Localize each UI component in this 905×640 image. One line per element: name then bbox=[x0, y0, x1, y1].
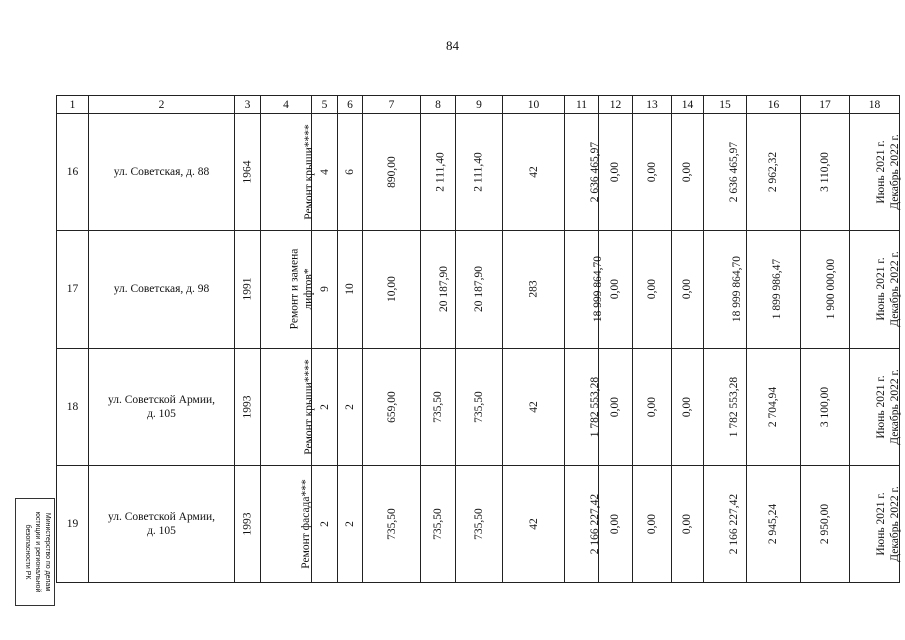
row-number: 17 bbox=[57, 231, 89, 348]
cell: 0,00 bbox=[599, 231, 633, 348]
cell: 735,50 bbox=[421, 348, 456, 465]
cell: 735,50 bbox=[363, 465, 421, 582]
year-cell: 1991 bbox=[235, 231, 261, 348]
col-header: 9 bbox=[456, 96, 503, 114]
col-header: 11 bbox=[565, 96, 599, 114]
col-header: 7 bbox=[363, 96, 421, 114]
cell: 2 950,00 bbox=[801, 465, 850, 582]
cell: 2 166 227,42 bbox=[565, 465, 599, 582]
cell: 3 110,00 bbox=[801, 114, 850, 231]
cell: 42 bbox=[503, 465, 565, 582]
cell: 2 111,40 bbox=[456, 114, 503, 231]
table-row bbox=[57, 114, 900, 231]
page-number: 84 bbox=[446, 38, 459, 53]
col-header: 13 bbox=[633, 96, 672, 114]
cell: 4 bbox=[312, 114, 338, 231]
address-cell: ул. Советской Армии, д. 105 bbox=[89, 348, 235, 465]
registration-stamp bbox=[12, 496, 58, 608]
cell: 1 782 553,28 bbox=[565, 348, 599, 465]
cell: 0,00 bbox=[633, 114, 672, 231]
col-header: 17 bbox=[801, 96, 850, 114]
period-cell: Июнь 2021 г. Декабрь 2022 г. bbox=[850, 114, 900, 231]
stamp-line: юстиции и региональной bbox=[34, 511, 41, 593]
cell: 2 962,32 bbox=[747, 114, 801, 231]
cell: 2 bbox=[338, 348, 363, 465]
cell: 20 187,90 bbox=[456, 231, 503, 348]
cell: 0,00 bbox=[633, 231, 672, 348]
work-type-cell: Ремонт крыши**** bbox=[261, 348, 312, 465]
cell: 283 bbox=[503, 231, 565, 348]
cell: 0,00 bbox=[599, 114, 633, 231]
col-header: 2 bbox=[89, 96, 235, 114]
cell: 2 636 465,97 bbox=[565, 114, 599, 231]
cell: 2 bbox=[312, 348, 338, 465]
col-header: 14 bbox=[672, 96, 704, 114]
program-table bbox=[56, 95, 900, 583]
col-header: 15 bbox=[704, 96, 747, 114]
cell: 2 166 227,42 bbox=[704, 465, 747, 582]
cell: 10,00 bbox=[363, 231, 421, 348]
stamp-line: безопасности РК bbox=[24, 524, 31, 580]
cell: 6 bbox=[338, 114, 363, 231]
row-number: 19 bbox=[57, 465, 89, 582]
cell: 2 704,94 bbox=[747, 348, 801, 465]
cell: 0,00 bbox=[599, 348, 633, 465]
cell: 0,00 bbox=[633, 348, 672, 465]
period-cell: Июнь 2021 г. Декабрь 2022 г. bbox=[850, 465, 900, 582]
col-header: 16 bbox=[747, 96, 801, 114]
cell: 9 bbox=[312, 231, 338, 348]
year-cell: 1993 bbox=[235, 465, 261, 582]
col-header: 1 bbox=[57, 96, 89, 114]
year-cell: 1964 bbox=[235, 114, 261, 231]
cell: 10 bbox=[338, 231, 363, 348]
cell: 0,00 bbox=[633, 465, 672, 582]
cell: 1 900 000,00 bbox=[801, 231, 850, 348]
cell: 1 782 553,28 bbox=[704, 348, 747, 465]
cell: 1 899 986,47 bbox=[747, 231, 801, 348]
cell: 3 100,00 bbox=[801, 348, 850, 465]
work-type-cell: Ремонт фасада*** bbox=[261, 465, 312, 582]
row-number: 16 bbox=[57, 114, 89, 231]
cell: 18 999 864,70 bbox=[704, 231, 747, 348]
col-header: 12 bbox=[599, 96, 633, 114]
period-cell: Июнь 2021 г. Декабрь 2022 г. bbox=[850, 348, 900, 465]
cell: 2 bbox=[312, 465, 338, 582]
col-header: 4 bbox=[261, 96, 312, 114]
cell: 2 111,40 bbox=[421, 114, 456, 231]
col-header: 8 bbox=[421, 96, 456, 114]
table-row bbox=[57, 231, 900, 348]
table-row bbox=[57, 348, 900, 465]
year-cell: 1993 bbox=[235, 348, 261, 465]
cell: 0,00 bbox=[672, 231, 704, 348]
cell: 42 bbox=[503, 114, 565, 231]
cell: 42 bbox=[503, 348, 565, 465]
col-header: 6 bbox=[338, 96, 363, 114]
cell: 2 945,24 bbox=[747, 465, 801, 582]
cell: 0,00 bbox=[599, 465, 633, 582]
cell: 735,50 bbox=[421, 465, 456, 582]
cell: 2 bbox=[338, 465, 363, 582]
cell: 20 187,90 bbox=[421, 231, 456, 348]
cell: 0,00 bbox=[672, 114, 704, 231]
cell: 735,50 bbox=[456, 348, 503, 465]
col-header: 10 bbox=[503, 96, 565, 114]
address-cell: ул. Советской Армии, д. 105 bbox=[89, 465, 235, 582]
work-type-cell: Ремонт и замена лифтов* bbox=[261, 231, 312, 348]
stamp-line: Министерство по делам bbox=[44, 512, 51, 592]
cell: 18 999 864,70 bbox=[565, 231, 599, 348]
cell: 659,00 bbox=[363, 348, 421, 465]
col-header: 5 bbox=[312, 96, 338, 114]
cell: 2 636 465,97 bbox=[704, 114, 747, 231]
address-cell: ул. Советская, д. 88 bbox=[89, 114, 235, 231]
address-cell: ул. Советская, д. 98 bbox=[89, 231, 235, 348]
header-row bbox=[57, 96, 900, 114]
col-header: 18 bbox=[850, 96, 900, 114]
cell: 890,00 bbox=[363, 114, 421, 231]
cell: 0,00 bbox=[672, 465, 704, 582]
work-type-cell: Ремонт крыши**** bbox=[261, 114, 312, 231]
col-header: 3 bbox=[235, 96, 261, 114]
cell: 0,00 bbox=[672, 348, 704, 465]
cell: 735,50 bbox=[456, 465, 503, 582]
row-number: 18 bbox=[57, 348, 89, 465]
table-row bbox=[57, 465, 900, 582]
period-cell: Июнь 2021 г. Декабрь 2022 г. bbox=[850, 231, 900, 348]
